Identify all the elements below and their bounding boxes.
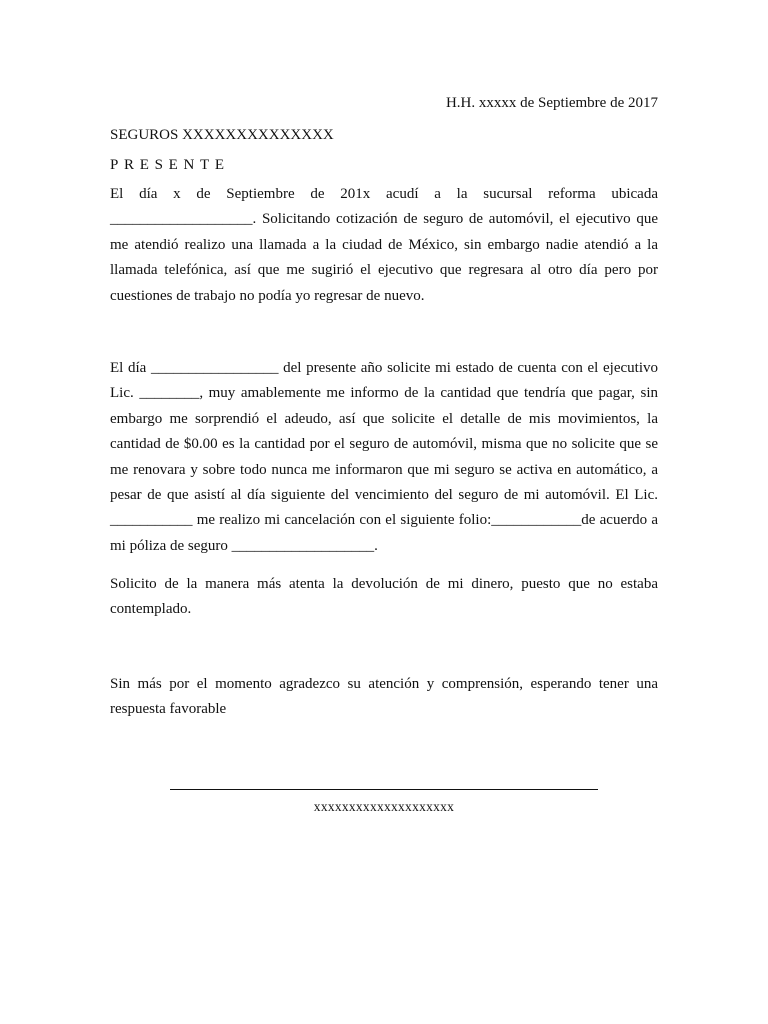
signature-line [170, 789, 598, 790]
recipient: SEGUROS XXXXXXXXXXXXXX [110, 127, 334, 143]
paragraph-closing: Sin más por el momento agradezco su atención y comprensión, esperando tener una respuesta favorable [110, 676, 658, 718]
date-line: H.H. xxxxx de Septiembre de 2017 [445, 95, 658, 111]
paragraph-statement: El día _________________ del presente año solicite mi estado de cuenta con el ejecutivo Lic. ________, muy amablemente me informo de la cantidad que tendría que pagar, sin embargo me sorprendió el adeudo, así que solicite el detalle de mis movimientos, la cantidad de $0.00 es la cantidad por el seguro de automóvil, misma que no solicite que se me renovara y sobre todo nunca me informaron que mi seguro se activa en automático, a pesar de que asistí al día siguiente del vencimiento del seguro de mi automóvil. El Lic. ___________ me realizo mi cancelación con el siguiente folio:____________de acuerdo a mi póliza de seguro ___________________. [110, 360, 658, 554]
salutation: PRESENTE [110, 157, 230, 173]
paragraph-visit: El día x de Septiembre de 201x acudí a la sucursal reforma ubicada ___________________. Solicitando cotización de seguro de automóvil, el ejecutivo que me atendió realizo una llamada a la ciudad de México, sin embargo nadie atendió a la llamada telefónica, así que me sugirió el ejecutivo que regresara al otro día pero por cuestiones de trabajo no podía yo regresar de nuevo. [110, 186, 658, 304]
signature-name: xxxxxxxxxxxxxxxxxxxx [313, 799, 455, 814]
paragraph-request: Solicito de la manera más atenta la devolución de mi dinero, puesto que no estaba contemplado. [110, 576, 658, 618]
